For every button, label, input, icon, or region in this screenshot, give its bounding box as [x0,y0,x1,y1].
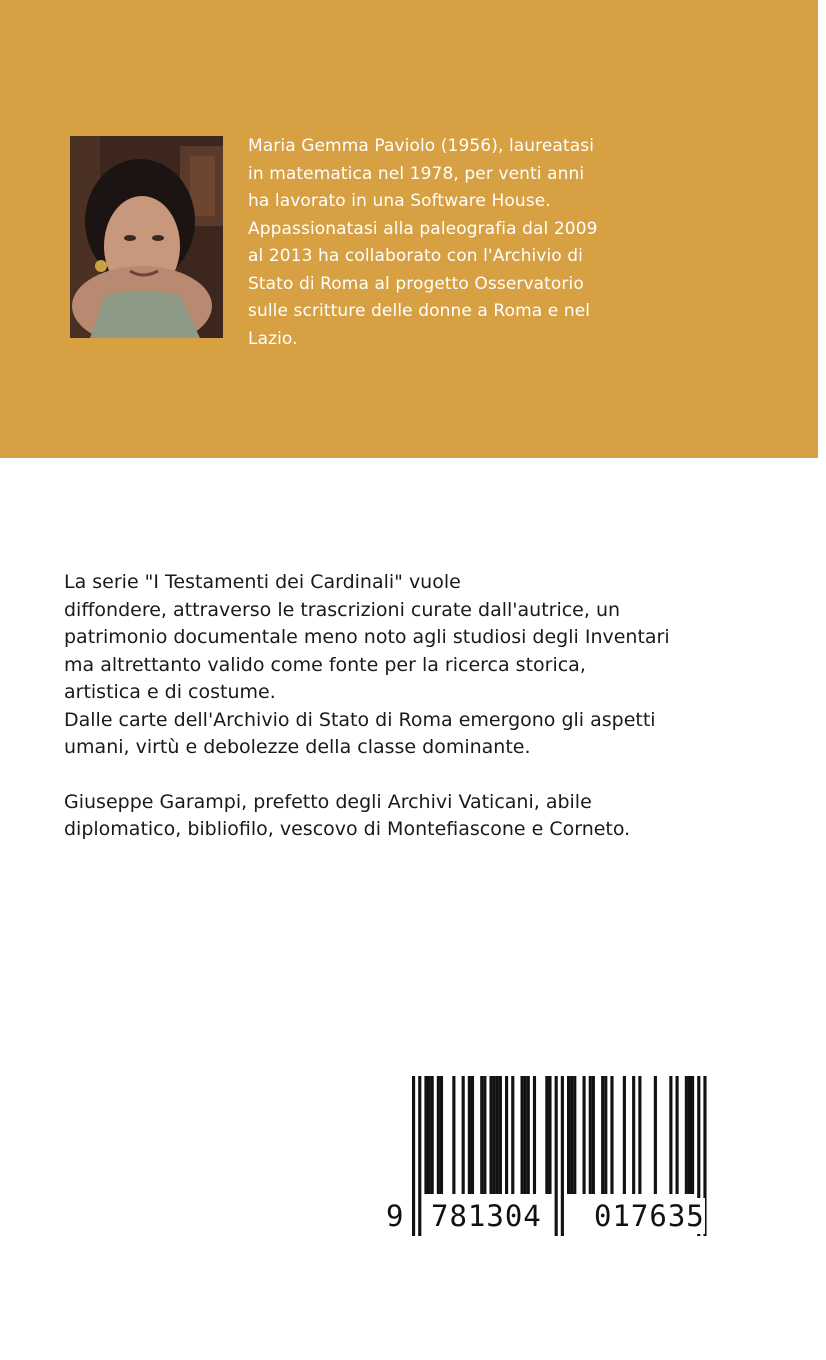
barcode-left-digits: 781304 [431,1199,542,1233]
barcode-bar [676,1076,679,1194]
barcode-bar [493,1076,496,1194]
barcode-bar [527,1076,530,1194]
barcode-bar [505,1076,508,1194]
bio-line: in matematica nel 1978, per venti anni [248,163,585,184]
description-line: Dalle carte dell'Archivio di Stato di Roma emergono gli aspetti [64,708,656,731]
barcode-bar [499,1076,502,1194]
description-line: diffondere, attraverso le trascrizioni curate dall'autrice, un [64,598,621,621]
description-line: diplomatico, bibliofilo, vescovo di Montefiascone e Corneto. [64,818,631,840]
bio-line: Maria Gemma Paviolo (1956), laureatasi [248,136,595,156]
barcode-bar [610,1076,613,1194]
barcode-bar [511,1076,514,1194]
barcode-bar [570,1076,573,1194]
description-line: Giuseppe Garampi, prefetto degli Archivi Vaticani, abile [64,790,592,813]
barcode-bar [452,1076,455,1194]
barcode-bar [471,1076,474,1194]
bio-line: sulle scritture delle donne a Roma e nel [248,301,591,321]
barcode-bar [468,1076,471,1194]
bio-line: ha lavorato in una Software House. [248,191,551,211]
bio-line: al 2013 ha collaborato con l'Archivio di [248,246,584,266]
barcode-bar [548,1076,551,1194]
barcode-bar [480,1076,483,1194]
barcode-bar [431,1076,434,1194]
barcode-bar [545,1076,548,1194]
description-line: patrimonio documentale meno noto agli studiosi degli Inventari [64,626,670,648]
barcode-right-digits: 017635 [594,1199,705,1233]
barcode-bar [424,1076,427,1194]
barcode-bar [688,1076,691,1194]
barcode-bar [691,1076,694,1194]
barcode-first-digit: 9 [386,1199,404,1233]
barcode-bar [654,1076,657,1194]
barcode-bar [601,1076,604,1194]
barcode-bar [583,1076,586,1194]
barcode-bar [604,1076,607,1194]
barcode-bar [483,1076,486,1194]
barcode-bar [496,1076,499,1194]
author-bio [248,133,718,353]
barcode-bar [440,1076,443,1194]
barcode-guard-bar [412,1076,415,1236]
barcode-bar [428,1076,431,1194]
barcode-bar [573,1076,576,1194]
barcode-guard-bar [418,1076,421,1236]
description-line: umani, virtù e debolezze della classe dominante. [64,736,531,758]
bio-line: Lazio. [248,328,298,349]
barcode-bar [462,1076,465,1194]
description-line: ma altrettanto valido come fonte per la ricerca storica, [64,653,586,676]
book-description [64,569,764,844]
barcode-bar [669,1076,672,1194]
barcode-bar [524,1076,527,1194]
barcode-bar [685,1076,688,1194]
barcode-bar [521,1076,524,1194]
description-line: La serie "I Testamenti dei Cardinali" vuole [64,571,461,593]
barcode-bar [490,1076,493,1194]
description-line: artistica e di costume. [64,681,276,703]
barcode-bar [632,1076,635,1194]
barcode-bar [567,1076,570,1194]
barcode-guard-bar [561,1076,564,1236]
barcode-bar [437,1076,440,1194]
bio-line: Appassionatasi alla paleografia dal 2009 [248,218,598,239]
bio-line: Stato di Roma al progetto Osservatorio [248,273,584,294]
barcode-bar [638,1076,641,1194]
barcode-bar [533,1076,536,1194]
author-photo [70,136,223,338]
barcode-bar [623,1076,626,1194]
barcode-bar [592,1076,595,1194]
barcode-guard-bar [555,1076,558,1236]
barcode-bar [589,1076,592,1194]
